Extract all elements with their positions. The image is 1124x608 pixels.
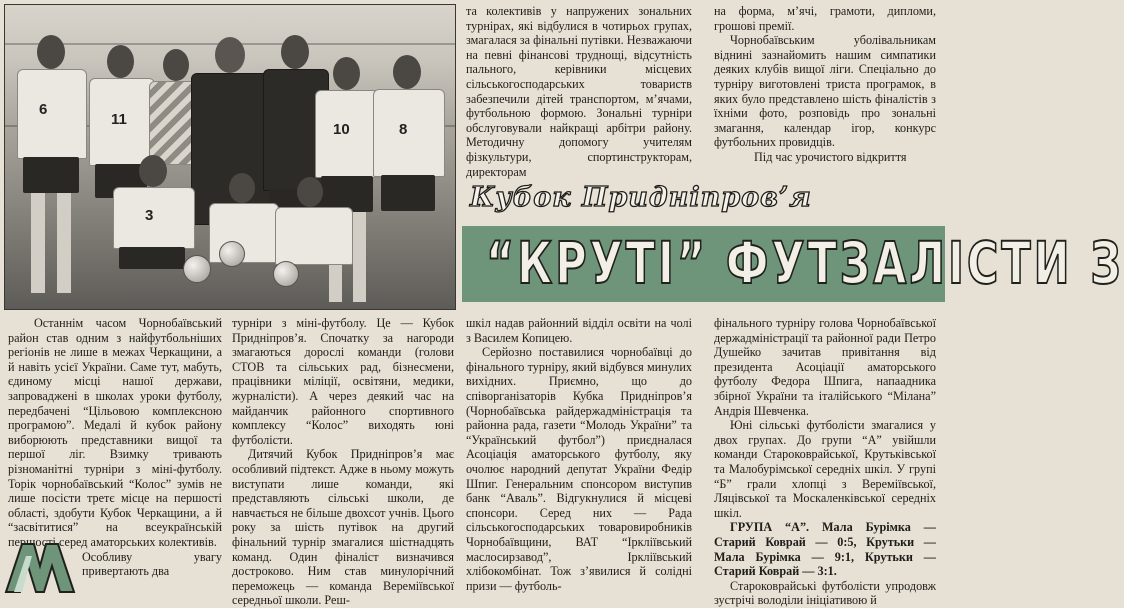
article-column-3 (714, 316, 936, 608)
article-column-2 (466, 316, 692, 600)
shirt-number: 3 (145, 207, 154, 224)
football (183, 255, 211, 283)
team-photo (4, 4, 456, 310)
football (219, 241, 245, 267)
paragraph: Дитячий Кубок Придніпров’я має особливий підтекст. Адже в ньому можуть виступати лише команди, які представляють сільські школи, де навчається не більше двохсот учнів. Цього року за шість путівок на другий фінальний турнір змагалися шістнадцять команд. Один фіналіст визначився достроково. Ним став минулорічний переможець — команда Веремiївської середньої школи. Реш- (232, 447, 454, 608)
article-column-3-top (714, 4, 936, 176)
player-front-2 (209, 173, 279, 293)
player-back-1 (17, 35, 87, 300)
paragraph: та колективів у напружених зональних турнірах, які відбулися в чотирьох групах, змагалася за фінальні путівки. Незважаючи на певні фінансові труднощі, відсутність пального, керівники місцевих сільськогосподарських товариств забезпечили дітей транспортом, м’ячами, футбольною формою. Зональні турніри обслуговували найкращі арбітри району. Методичну допомогу учителям фізкультури, спортинструкторам, директорам (466, 4, 692, 179)
player-back-6 (373, 55, 445, 307)
paragraph: Особливу увагу привертають два (82, 549, 222, 579)
paragraph: Юні сільські футболісти змагалися у двох групах. До групи “А” увійшли команди Староковрайської, Крутьківської та Малобурімської середніх шкіл. У групі “Б” грали хлопці з Веремiївської, Ляцівської та Москаленківської середніх шкіл. (714, 418, 936, 520)
headline-title: “КРУТІ” ФУТЗАЛІСТИ З (486, 229, 1124, 297)
paragraph: Під час урочистого відкриття (754, 149, 907, 164)
paragraph: Серйозно поставилися чорнобаївці до фінального турніру, який відбувся минулих вихідних. Приємно, що до співорганізаторів Кубка Придніпров’я (Чорнобаївська райдержадміністрація та районна рада, газети “Молодь України” та “Український футбол”) приєдналася Асоціація аматорського футболу, яку очолює народний депутат України Федір Шпиг. Генеральним спонсором виступив банк “Аваль”. Відгукнулися й місцеві спонсори. Серед них — Рада сільськогосподарських товаровиробників Чорнобаївщини, ВАТ “Іркліївський маслосирзавод”, Іркліївський хлібокомбінат. Тож з’явилися й солідні призи — футболь- (466, 345, 692, 593)
article-column-2-top (466, 4, 692, 179)
paragraph: шкіл надав районний відділ освіти на чолі з Василем Копицею. (466, 316, 692, 345)
shirt-number: 10 (333, 121, 350, 138)
shirt-number: 6 (39, 101, 48, 118)
section-subtitle: Кубок Придніпров’я (470, 182, 812, 213)
paragraph: фінального турніру голова Чорнобаївської держадміністрації та районної ради Петро Душейко зачитав привітання від президента Асоціації аматорського футболу Федора Шпига, напаадника збірної України та італійського “Мілана” Андрія Шевченка. (714, 316, 936, 418)
paragraph: Чорнобаївським уболівальникам віднині зазнайомить нашим симпатики деяких клубів вищої ліги. Спеціально до турніру виготовлені триста програмок, в яких було представлено шість фіналістів з їхніми фото, розповідь про зональні змагання, календар ігор, конкурс футбольних провидців. (714, 33, 936, 150)
paragraph: на форма, м’ячі, грамоти, дипломи, грошові премії. (714, 4, 936, 33)
article-column-1 (232, 316, 454, 608)
newspaper-logo-icon (4, 536, 76, 594)
shirt-number: 8 (399, 121, 408, 138)
paragraph: ГРУПА “А”. Мала Бурімка — Старий Коврай — 0:5, Крутьки — Мала Бурімка — 9:1, Крутьки — Старий Коврай — 3:1. (714, 520, 936, 579)
headline-banner (462, 226, 1124, 302)
paragraph: Староковрайські футболісти упродовж зустрічі володіли ініціативою й (714, 578, 936, 608)
paragraph: турніри з міні-футболу. Це — Кубок Придніпров’я. Спочатку за нагороди змагаються дорослі команди (голови СТОВ та сільських рад, бізнесмени, працівники міліції, освітяни, медики, журналісти). А через деякий час на майданчик районного спортивного комплексу “Колос” виходять юні футболісти. (232, 316, 454, 447)
football (273, 261, 299, 287)
shirt-number: 11 (111, 111, 127, 128)
paragraph: Останнім часом Чорнобаївський район став одним з найфутбольніших регіонів не лише в межах Черкащини, а й навіть усієї України. Саме тут, мабуть, єдиному місці нашої держави, запроваджені в школах уроки футболу, передбачені “Цільовою комплексною програмою”. Медалі й кубок району виборюють представники вищої та першої ліг. Взимку тривають різноманітні турніри з міні-футболу. Торік чорнобаївський “Колос” зумів не лише посісти третє місце на першості області, здобути Кубок Черкащини, а й “засвітитися” на всеукраїнській першості серед аматорських колективів. (8, 316, 222, 549)
